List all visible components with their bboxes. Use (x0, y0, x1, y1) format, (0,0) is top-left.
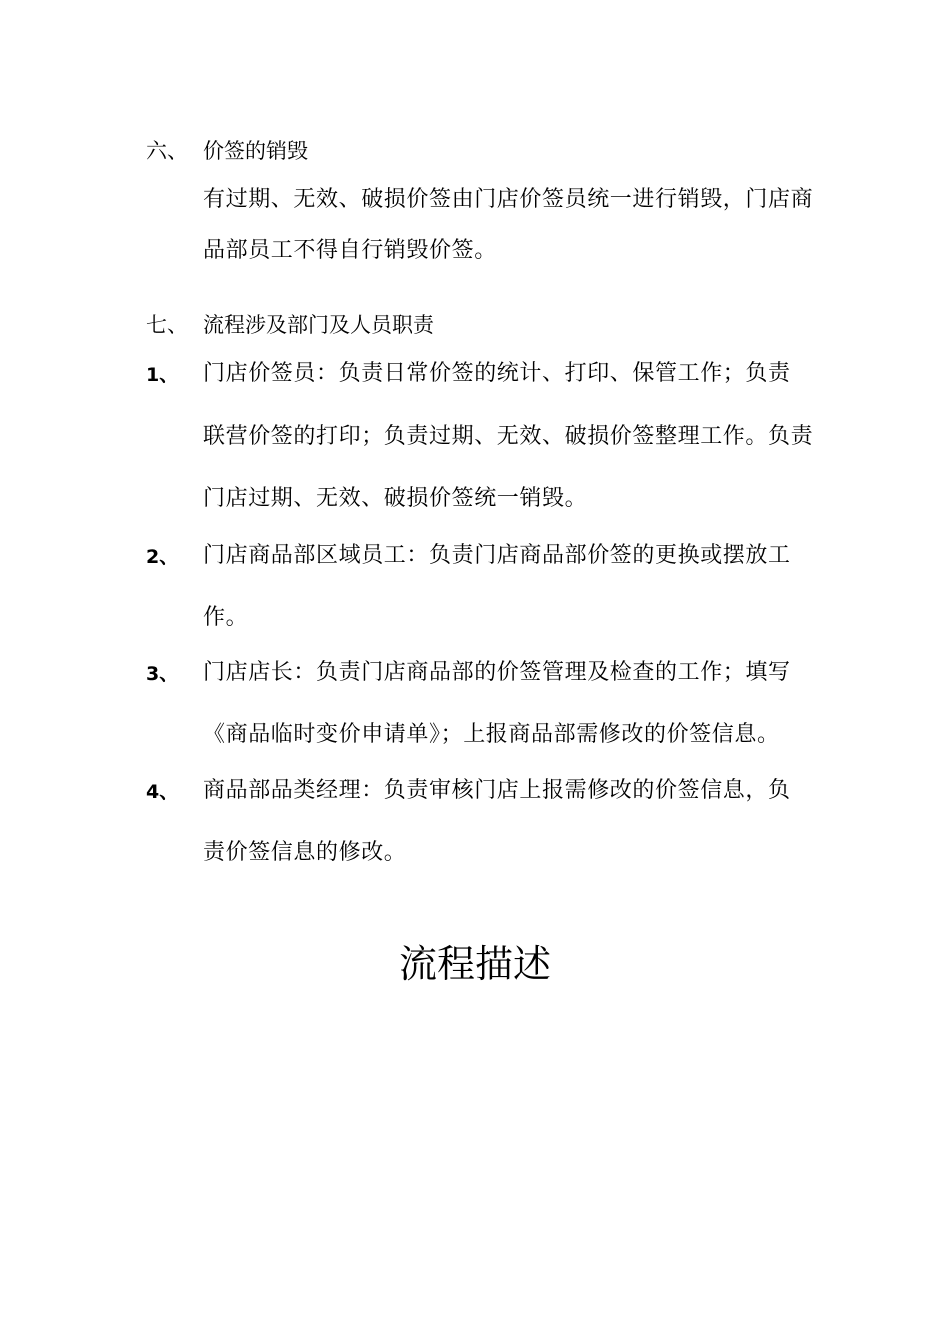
item2-line-1: 门店商品部区域员工：负责门店商品部价签的更换或摆放工 (203, 543, 791, 568)
section7-number: 七、 (146, 313, 188, 337)
item3-number: 3、 (146, 663, 179, 685)
section6-line-1: 有过期、无效、破损价签由门店价签员统一进行销毁，门店商 (203, 187, 814, 212)
item1-line-2: 联营价签的打印；负责过期、无效、破损价签整理工作。负责 (203, 424, 814, 449)
item2-number: 2、 (146, 546, 179, 568)
section6-title: 价签的销毁 (203, 139, 308, 163)
item1-line-3: 门店过期、无效、破损价签统一销毁。 (203, 486, 588, 511)
item3-line-1: 门店店长：负责门店商品部的价签管理及检查的工作；填写 (203, 660, 791, 685)
item2-line-2: 作。 (203, 605, 249, 630)
section6-line-2: 品部员工不得自行销毁价签。 (203, 238, 497, 263)
item1-number: 1、 (146, 364, 179, 386)
flow-description-title: 流程描述 (398, 942, 551, 986)
item4-number: 4、 (146, 781, 179, 803)
item4-line-2: 责价签信息的修改。 (203, 840, 407, 865)
item1-line-1: 门店价签员：负责日常价签的统计、打印、保管工作；负责 (203, 361, 791, 386)
item3-line-2: 《商品临时变价申请单》；上报商品部需修改的价签信息。 (203, 722, 780, 747)
section6-number: 六、 (146, 139, 188, 163)
section7-title: 流程涉及部门及人员职责 (203, 313, 434, 337)
item4-line-1: 商品部品类经理：负责审核门店上报需修改的价签信息，负 (203, 778, 791, 803)
